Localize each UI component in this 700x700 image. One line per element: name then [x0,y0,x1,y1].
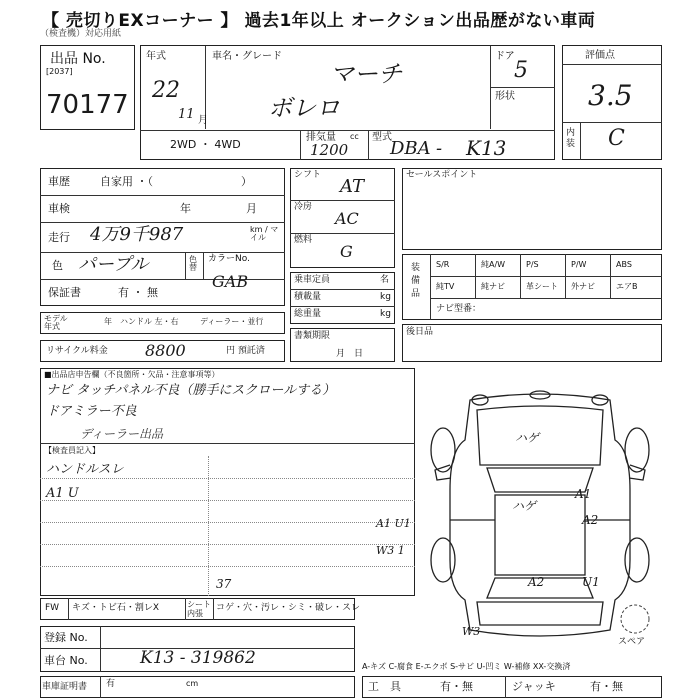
color-code-label: カラーNo. [208,254,250,264]
fw-label: FW [45,603,60,613]
capacity-label: 乗車定員 [294,275,331,285]
displacement-value: 1200 [310,141,349,159]
fw-text: キズ・トビ石・割レX [72,603,159,613]
notes-line-2: ドアミラー不良 [46,404,137,419]
car-name: マーチ [330,60,402,88]
ac-value: AC [335,209,359,228]
registration-unit: 月 日 [336,349,364,359]
color-value: パープル [78,254,149,275]
sales-point-label: セールスポイント [406,170,478,180]
mark-right-door-a1: A1 [575,487,592,501]
mark-roof-hage: ハゲ [512,499,537,513]
history-value: 自家用 ・（ ） [100,175,252,188]
notes-line-3: ディーラー出品 [80,427,164,441]
shape-label: 形状 [495,91,515,102]
equip-item: P/W [571,260,587,269]
sales-point-box [402,168,662,250]
nav-type-label: ナビ型番： [436,304,482,314]
rear-items-label: 後日品 [406,327,434,337]
inspector-line-1: ハンドルスレ [46,462,124,477]
mark-hood-hage: ハゲ [515,431,540,445]
recycle-label: リサイクル料金 [46,346,108,356]
registration-label: 書類期限 [294,331,331,341]
model-year-unit: 年 [104,317,112,326]
load-unit: kg [380,292,391,302]
color-change-label: 色替 [189,255,197,272]
ac-label: 冷房 [294,202,313,212]
month-unit: 月 [198,115,208,126]
rear-items-box [402,324,662,362]
weight-unit: kg [380,309,391,319]
reg-no-label: 登録 No. [44,631,88,644]
mark-left-w31: W3 1 [376,544,405,557]
car-grade: ボレロ [268,94,340,122]
tools-label: 工 具 [368,680,401,693]
equip-item: 革シート [526,282,558,291]
equip-item: 外ナビ [571,282,595,291]
inspector-line-2: A1 U [46,486,79,501]
mileage-label: 走行 [48,231,70,244]
recycle-value: 8800 [145,341,186,360]
interior-label: 内装 [566,128,576,149]
equip-item: 純TV [436,282,455,291]
shift-label: シフト [294,170,322,180]
doors-value: 5 [514,58,528,83]
equip-item: P/S [526,260,539,269]
equip-label: 装備品 [411,263,421,299]
tools-value: 有・無 [440,680,473,693]
model-label: 型式 [372,132,392,143]
load-label: 積載量 [294,292,322,302]
name-grade-label: 車名・グレード [212,51,282,62]
model-prefix: DBA [390,138,431,159]
lot-label: 出品 No. [50,51,106,67]
mark-left-a1u1: A1 U1 [376,517,411,530]
notes-section-label: ■出品店申告欄（不良箇所・欠品・注意事項等） [44,370,220,379]
seat-label: シート内張 [187,600,211,618]
doors-label: ドア [495,51,515,62]
warranty-label: 保証書 [48,286,81,299]
color-code-value: GAB [212,272,249,291]
weight-label: 総重量 [294,309,322,319]
inspection-units: 年 月 [180,202,257,215]
model-code: K13 [466,136,507,160]
mileage-value: 4万9千987 [90,224,184,245]
equip-item: S/R [436,260,450,269]
score-label: 評価点 [585,50,615,61]
garage-cert-cm: cm [186,679,199,688]
lot-stamp: [2037] [46,67,73,76]
mark-rear-a2: A2 [528,575,545,589]
color-label: 色 [52,259,63,272]
spare-label: スペア [618,637,646,647]
notes-box [40,368,415,596]
warranty-value: 有 ・ 無 [118,286,158,299]
mark-bottom-w3: W3 [462,625,481,638]
year-label: 年式 [146,51,166,62]
form-subtitle: （検査機）対応用紙 [40,29,122,39]
equip-item: エアB [616,282,638,291]
year-value: 22 [152,78,180,103]
jack-value: 有・無 [590,680,623,693]
history-label: 車歴 [48,175,70,188]
interior-value: C [608,126,625,151]
note-37: 37 [216,577,232,591]
chassis-no-value: K13 - 319862 [140,648,256,668]
month-value: 11 [178,107,195,122]
recycle-unit: 円 預託済 [226,346,265,356]
capacity-unit: 名 [380,275,390,285]
equip-item: 純A/W [481,260,506,269]
jack-label: ジャッキ [512,680,556,693]
garage-cert-label: 車庫証明書 [42,682,88,692]
page-banner: 【 売切りEXコーナー 】 過去1年以上 オークション出品歴がない車両 [0,0,700,30]
equip-item: ABS [616,260,632,269]
shift-value: AT [340,176,365,197]
mark-right-rear-a2: A2 [582,513,599,527]
score-value: 3.5 [588,79,633,112]
displacement-unit: cc [350,132,359,141]
fuel-label: 燃料 [294,235,313,245]
fuel-value: G [340,242,353,261]
dealer-label: ディーラー・並行 [200,317,264,326]
drive-type: 2WD ・ 4WD [170,138,241,151]
spare-tire-icon [618,602,652,636]
inspector-label: 【検査員記入】 [44,446,100,455]
inspection-label: 車検 [48,202,70,215]
damage-legend: A-キズ C-腐食 E-エクボ S-サビ U-凹ミ W-補修 XX-交換済 [362,662,571,671]
chassis-no-label: 車台 No. [44,654,88,667]
mark-rear-u1: U1 [582,575,600,589]
mileage-unit: km / マイル [250,225,279,242]
model-dash: - [436,138,443,159]
seat-text: コゲ・穴・汚レ・シミ・破レ・スレ [216,603,361,613]
equip-item: 純ナビ [481,282,505,291]
lot-number: 70177 [46,90,129,120]
model-year-label: モデル年式 [44,314,68,331]
displacement-label: 排気量 [306,132,336,143]
notes-line-1: ナビ タッチパネル不良（勝手にスクロールする） [46,383,336,398]
garage-cert-has: 有 [106,679,116,689]
handle-label: ハンドル 左・右 [120,317,179,326]
